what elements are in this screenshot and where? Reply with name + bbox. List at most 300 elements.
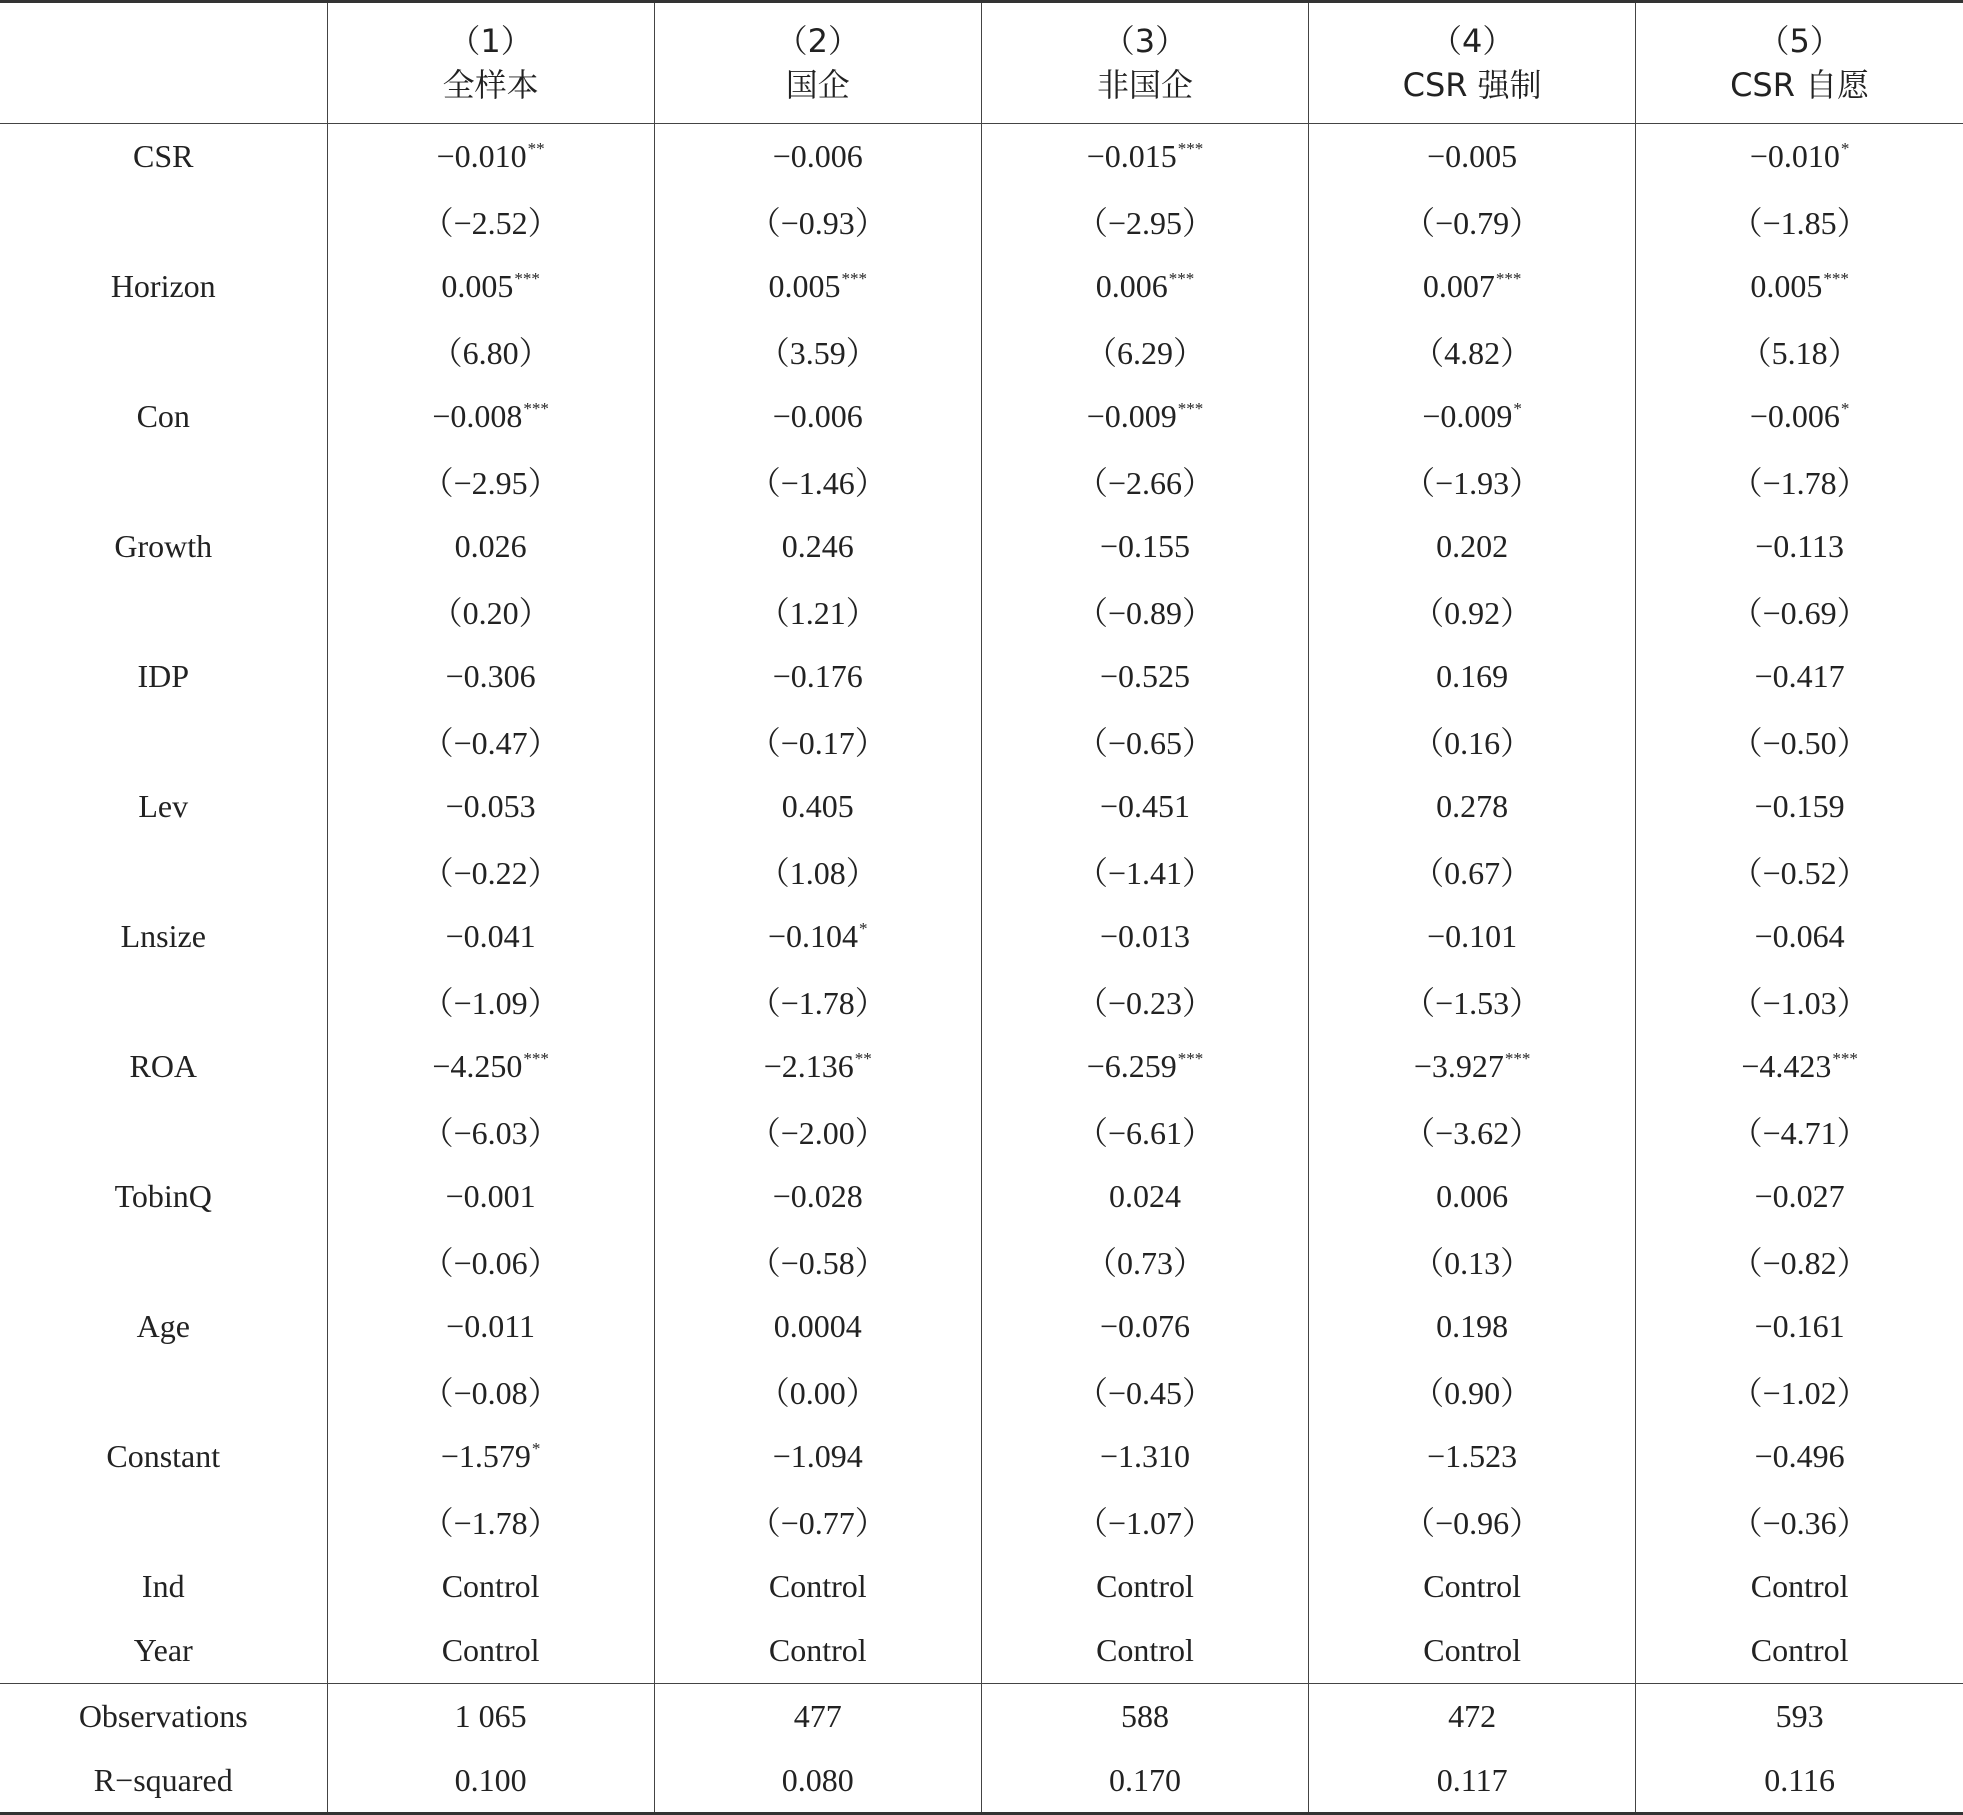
table-cell — [1309, 839, 1636, 904]
cell-value: （−6.03） — [421, 1115, 560, 1151]
cell-value: （5.18） — [1739, 335, 1860, 371]
cell-value: −0.013 — [1099, 917, 1190, 954]
cell-value: 0.0004 — [773, 1307, 862, 1344]
cell-value: （−1.53） — [1403, 985, 1542, 1021]
cell-value: （−1.03） — [1730, 985, 1869, 1021]
table-cell — [1636, 774, 1963, 839]
table-cell — [654, 1164, 981, 1229]
table-cell — [654, 1359, 981, 1424]
cell-value: −0.113 — [1755, 527, 1845, 564]
cell-value: （−0.82） — [1730, 1245, 1869, 1281]
cell-value: −0.159 — [1754, 787, 1845, 824]
row-label — [0, 189, 327, 254]
table-cell — [981, 969, 1308, 1034]
table-cell — [1636, 1294, 1963, 1359]
significance-stars: *** — [1177, 398, 1204, 418]
table-cell — [654, 1099, 981, 1164]
table-cell — [1309, 1099, 1636, 1164]
table-cell — [327, 1034, 654, 1099]
cell-value: 0.007 — [1422, 267, 1495, 304]
table-cell — [981, 189, 1308, 254]
cell-value: −0.006 — [1749, 397, 1840, 434]
table-cell — [1309, 709, 1636, 774]
column-header — [654, 2, 981, 124]
table-cell — [654, 1554, 981, 1619]
column-number: （2） — [775, 22, 860, 60]
coefficient-row — [0, 904, 1963, 969]
cell-value: −6.259 — [1086, 1047, 1177, 1084]
cell-value: −0.008 — [432, 397, 523, 434]
significance-stars: * — [531, 1438, 541, 1458]
significance-stars: *** — [523, 398, 549, 418]
table-cell — [1636, 1489, 1963, 1554]
table-cell — [1636, 969, 1963, 1034]
coefficient-row — [0, 1164, 1963, 1229]
row-label — [0, 319, 327, 384]
cell-value: （−0.93） — [748, 205, 887, 241]
cell-value: Control — [441, 1632, 540, 1669]
cell-value: （4.82） — [1412, 335, 1533, 371]
table-cell — [981, 449, 1308, 514]
cell-value: 0.116 — [1764, 1761, 1836, 1798]
cell-value: −0.001 — [445, 1177, 536, 1214]
significance-stars: *** — [1495, 268, 1522, 288]
coefficient-row — [0, 1554, 1963, 1619]
cell-value: （−0.77） — [748, 1505, 887, 1541]
row-label — [0, 1359, 327, 1424]
row-label — [0, 709, 327, 774]
cell-value: −1.579 — [440, 1437, 531, 1474]
row-label: Growth — [114, 527, 213, 564]
t-stat-row — [0, 579, 1963, 644]
table-cell — [1309, 514, 1636, 579]
table-cell — [327, 904, 654, 969]
table-cell — [981, 254, 1308, 319]
table-cell — [654, 839, 981, 904]
row-label — [0, 969, 327, 1034]
coefficient-row — [0, 124, 1963, 189]
table-cell — [1309, 1164, 1636, 1229]
coefficient-row — [0, 774, 1963, 839]
table-cell — [327, 1619, 654, 1684]
cell-value: （−0.23） — [1075, 985, 1214, 1021]
cell-value: −0.417 — [1754, 657, 1845, 694]
row-label: IDP — [137, 657, 190, 694]
coefficient-row — [0, 1424, 1963, 1489]
cell-value: （−0.58） — [748, 1245, 887, 1281]
table-cell — [981, 1619, 1308, 1684]
table-cell — [1636, 319, 1963, 384]
row-label — [0, 579, 327, 644]
cell-value: −4.423 — [1741, 1047, 1832, 1084]
cell-value: 0.405 — [781, 787, 854, 824]
cell-value: −0.076 — [1099, 1307, 1190, 1344]
table-cell — [981, 1099, 1308, 1164]
column-name: CSR 强制 — [1402, 66, 1542, 104]
table-cell — [981, 1294, 1308, 1359]
cell-value: （0.67） — [1412, 855, 1533, 891]
cell-value: −0.010 — [436, 137, 527, 174]
t-stat-row — [0, 969, 1963, 1034]
table-cell — [1636, 189, 1963, 254]
t-stat-row — [0, 1229, 1963, 1294]
row-label: CSR — [133, 137, 194, 174]
cell-value: −0.009 — [1086, 397, 1177, 434]
cell-value: Control — [768, 1632, 867, 1669]
table-cell — [327, 969, 654, 1034]
table-cell — [654, 449, 981, 514]
cell-value: 0.246 — [781, 527, 854, 564]
cell-value: （0.16） — [1412, 725, 1533, 761]
table-cell — [327, 1294, 654, 1359]
coefficient-row — [0, 384, 1963, 449]
table-cell — [654, 709, 981, 774]
cell-value: 0.005 — [1750, 267, 1823, 304]
table-cell — [327, 384, 654, 449]
cell-value: （−0.79） — [1403, 205, 1542, 241]
cell-value: −0.101 — [1427, 917, 1518, 954]
row-label: Year — [133, 1632, 193, 1669]
column-name: 国企 — [785, 66, 850, 104]
table-cell — [327, 1229, 654, 1294]
table-cell — [1309, 1359, 1636, 1424]
row-label — [0, 449, 327, 514]
column-number: （4） — [1429, 22, 1515, 60]
cell-value: −1.310 — [1099, 1437, 1190, 1474]
table-cell — [1309, 1619, 1636, 1684]
row-label — [0, 1489, 327, 1554]
table-cell — [1636, 1684, 1963, 1749]
table-cell — [1636, 1034, 1963, 1099]
cell-value: 0.024 — [1108, 1177, 1181, 1214]
cell-value: （3.59） — [757, 335, 878, 371]
table-cell — [327, 124, 654, 189]
cell-value: （−0.52） — [1730, 855, 1869, 891]
row-label: Age — [136, 1307, 190, 1344]
table-cell — [981, 319, 1308, 384]
table-cell — [327, 1099, 654, 1164]
t-stat-row — [0, 1359, 1963, 1424]
cell-value: Control — [1423, 1632, 1522, 1669]
significance-stars: * — [1513, 398, 1522, 418]
cell-value: 0.170 — [1108, 1761, 1181, 1798]
table-cell — [654, 1424, 981, 1489]
table-cell — [327, 1424, 654, 1489]
table-cell — [1309, 774, 1636, 839]
table-cell — [981, 1489, 1308, 1554]
table-cell — [981, 774, 1308, 839]
row-label — [0, 1099, 327, 1164]
table-cell — [654, 189, 981, 254]
coefficient-row — [0, 1294, 1963, 1359]
significance-stars: *** — [841, 268, 868, 288]
table-cell — [654, 1034, 981, 1099]
table-cell — [654, 969, 981, 1034]
cell-value: −0.006 — [772, 137, 863, 174]
table-cell — [327, 774, 654, 839]
cell-value: （−0.65） — [1075, 725, 1214, 761]
cell-value: −0.155 — [1099, 527, 1190, 564]
table-cell — [981, 644, 1308, 709]
cell-value: 0.278 — [1436, 787, 1509, 824]
table-cell — [1309, 1489, 1636, 1554]
table-cell — [327, 1749, 654, 1814]
cell-value: （−4.71） — [1730, 1115, 1869, 1151]
table-cell — [1309, 1034, 1636, 1099]
table-cell — [981, 1164, 1308, 1229]
cell-value: −0.104 — [768, 917, 859, 954]
table-cell — [981, 1554, 1308, 1619]
significance-stars: *** — [1177, 1048, 1204, 1068]
cell-value: 472 — [1448, 1697, 1497, 1734]
table-cell — [1636, 579, 1963, 644]
cell-value: −0.006 — [772, 397, 863, 434]
table-cell — [654, 579, 981, 644]
cell-value: （−1.02） — [1730, 1375, 1869, 1411]
cell-value: （−0.69） — [1730, 595, 1869, 631]
cell-value: Control — [1096, 1632, 1194, 1669]
row-label: Horizon — [110, 267, 216, 304]
row-label: Lev — [138, 787, 189, 824]
table-cell — [654, 904, 981, 969]
coefficient-row — [0, 1619, 1963, 1684]
cell-value: （0.73） — [1084, 1245, 1205, 1281]
significance-stars: *** — [514, 268, 540, 288]
table-cell — [327, 1684, 654, 1749]
table-cell — [654, 644, 981, 709]
row-label: Lnsize — [120, 917, 206, 954]
cell-value: −0.176 — [772, 657, 863, 694]
t-stat-row — [0, 189, 1963, 254]
cell-value: （6.29） — [1084, 335, 1205, 371]
table-cell — [1309, 1424, 1636, 1489]
cell-value: （−1.78） — [421, 1505, 560, 1541]
cell-value: （−0.08） — [421, 1375, 560, 1411]
table-cell — [654, 1619, 981, 1684]
coefficient-row — [0, 514, 1963, 579]
table-cell — [327, 1164, 654, 1229]
column-name: 全样本 — [442, 66, 539, 104]
cell-value: （−1.09） — [421, 985, 560, 1021]
table-cell — [1309, 1294, 1636, 1359]
table-cell — [654, 124, 981, 189]
significance-stars: * — [1840, 138, 1850, 158]
cell-value: 593 — [1775, 1697, 1824, 1734]
table-cell — [1636, 1099, 1963, 1164]
row-label: TobinQ — [114, 1177, 212, 1214]
table-cell — [654, 514, 981, 579]
table-cell — [327, 449, 654, 514]
cell-value: （−2.52） — [421, 205, 560, 241]
coefficient-row — [0, 1684, 1963, 1749]
table-cell — [981, 124, 1308, 189]
cell-value: （−0.50） — [1730, 725, 1869, 761]
table-cell — [654, 1749, 981, 1814]
table-cell — [654, 774, 981, 839]
significance-stars: *** — [523, 1048, 549, 1068]
cell-value: 0.006 — [1436, 1177, 1509, 1214]
header-corner-cell — [0, 2, 327, 124]
table-cell — [1636, 449, 1963, 514]
cell-value: −0.027 — [1754, 1177, 1845, 1214]
cell-value: 0.202 — [1436, 527, 1509, 564]
cell-value: −0.064 — [1754, 917, 1845, 954]
table-cell — [1309, 904, 1636, 969]
table-cell — [981, 1034, 1308, 1099]
cell-value: −0.009 — [1422, 397, 1513, 434]
table-cell — [981, 709, 1308, 774]
column-number: （1） — [448, 22, 533, 60]
table-cell — [1636, 839, 1963, 904]
cell-value: −0.053 — [445, 787, 536, 824]
cell-value: （1.08） — [757, 855, 878, 891]
cell-value: （−0.45） — [1075, 1375, 1214, 1411]
table-cell — [327, 839, 654, 904]
column-name: 非国企 — [1096, 66, 1193, 104]
column-name: CSR 自愿 — [1730, 66, 1870, 104]
cell-value: −0.041 — [445, 917, 536, 954]
t-stat-row — [0, 319, 1963, 384]
cell-value: 588 — [1120, 1697, 1169, 1734]
table-cell — [1309, 449, 1636, 514]
table-cell — [1636, 1229, 1963, 1294]
cell-value: （0.20） — [430, 595, 551, 631]
table-cell — [1636, 1164, 1963, 1229]
table-cell — [1636, 644, 1963, 709]
row-label: R−squared — [93, 1761, 233, 1798]
cell-value: （−0.06） — [421, 1245, 560, 1281]
significance-stars: * — [1840, 398, 1850, 418]
row-label: Ind — [141, 1567, 185, 1604]
row-label — [0, 1229, 327, 1294]
t-stat-row — [0, 839, 1963, 904]
table-cell — [1636, 254, 1963, 319]
cell-value: −0.015 — [1086, 137, 1177, 174]
table-cell — [654, 1684, 981, 1749]
table-cell — [654, 319, 981, 384]
cell-value: （−0.22） — [421, 855, 560, 891]
table-cell — [1309, 1749, 1636, 1814]
t-stat-row — [0, 449, 1963, 514]
cell-value: （−6.61） — [1075, 1115, 1214, 1151]
table-cell — [654, 254, 981, 319]
cell-value: 0.026 — [454, 527, 527, 564]
row-label: Observations — [0, 1684, 327, 1749]
table-cell — [327, 1489, 654, 1554]
cell-value: 0.198 — [1436, 1307, 1509, 1344]
t-stat-row — [0, 1099, 1963, 1164]
table-cell — [1309, 189, 1636, 254]
cell-value: −0.028 — [772, 1177, 863, 1214]
t-stat-row — [0, 709, 1963, 774]
cell-value: 0.005 — [768, 267, 841, 304]
cell-value: 477 — [793, 1697, 842, 1734]
cell-value: Control — [441, 1567, 540, 1604]
column-header — [1636, 2, 1963, 124]
cell-value: （−1.46） — [748, 465, 887, 501]
cell-value: 0.006 — [1095, 267, 1168, 304]
significance-stars: ** — [854, 1048, 872, 1068]
cell-value: 0.100 — [454, 1761, 527, 1798]
coefficient-row — [0, 1749, 1963, 1814]
table-cell — [654, 1294, 981, 1359]
cell-value: （−2.95） — [1075, 205, 1214, 241]
cell-value: （−2.95） — [421, 465, 560, 501]
row-label — [0, 839, 327, 904]
table-cell — [1309, 644, 1636, 709]
cell-value: （1.21） — [757, 595, 878, 631]
cell-value: （−3.62） — [1403, 1115, 1542, 1151]
table-cell — [981, 839, 1308, 904]
column-header — [981, 2, 1308, 124]
cell-value: −1.523 — [1427, 1437, 1518, 1474]
table-cell — [1636, 904, 1963, 969]
cell-value: （−1.93） — [1403, 465, 1542, 501]
table-cell — [1309, 1684, 1636, 1749]
cell-value: 0.169 — [1436, 657, 1509, 694]
significance-stars: *** — [1832, 1048, 1858, 1068]
cell-value: −0.161 — [1754, 1307, 1845, 1344]
table-cell — [981, 1684, 1308, 1749]
table-cell — [1636, 1749, 1963, 1814]
coefficient-row — [0, 644, 1963, 709]
table-cell — [981, 1359, 1308, 1424]
cell-value: 1 065 — [454, 1697, 527, 1734]
cell-value: （−0.47） — [421, 725, 560, 761]
cell-value: −1.094 — [772, 1437, 863, 1474]
cell-value: （−2.00） — [748, 1115, 887, 1151]
cell-value: −0.451 — [1099, 787, 1190, 824]
table-cell — [1636, 1619, 1963, 1684]
table-cell — [1309, 1554, 1636, 1619]
table-cell — [981, 1424, 1308, 1489]
table-cell — [981, 1229, 1308, 1294]
cell-value: −0.306 — [445, 657, 536, 694]
cell-value: −0.525 — [1099, 657, 1190, 694]
table-cell — [1309, 969, 1636, 1034]
cell-value: Control — [1750, 1567, 1849, 1604]
cell-value: （−0.96） — [1403, 1505, 1542, 1541]
table-cell — [1309, 579, 1636, 644]
cell-value: （0.13） — [1412, 1245, 1533, 1281]
table-cell — [981, 904, 1308, 969]
table-cell — [1636, 384, 1963, 449]
table-cell — [1636, 124, 1963, 189]
cell-value: （0.90） — [1412, 1375, 1533, 1411]
table-cell — [654, 384, 981, 449]
cell-value: Control — [1750, 1632, 1849, 1669]
table-cell — [1309, 319, 1636, 384]
table-cell — [327, 644, 654, 709]
significance-stars: ** — [527, 138, 545, 158]
table-cell — [327, 319, 654, 384]
cell-value: 0.080 — [781, 1761, 854, 1798]
row-label: Constant — [106, 1437, 221, 1474]
cell-value: （−1.41） — [1075, 855, 1214, 891]
table-cell — [1636, 1424, 1963, 1489]
table-cell — [981, 1749, 1308, 1814]
significance-stars: *** — [1504, 1048, 1531, 1068]
cell-value: （−0.36） — [1730, 1505, 1869, 1541]
table-cell — [654, 1489, 981, 1554]
table-cell — [327, 514, 654, 579]
cell-value: −0.010 — [1749, 137, 1840, 174]
significance-stars: *** — [1823, 268, 1849, 288]
table-cell — [327, 579, 654, 644]
cell-value: （−1.78） — [1730, 465, 1869, 501]
cell-value: −4.250 — [432, 1047, 523, 1084]
t-stat-row — [0, 1489, 1963, 1554]
